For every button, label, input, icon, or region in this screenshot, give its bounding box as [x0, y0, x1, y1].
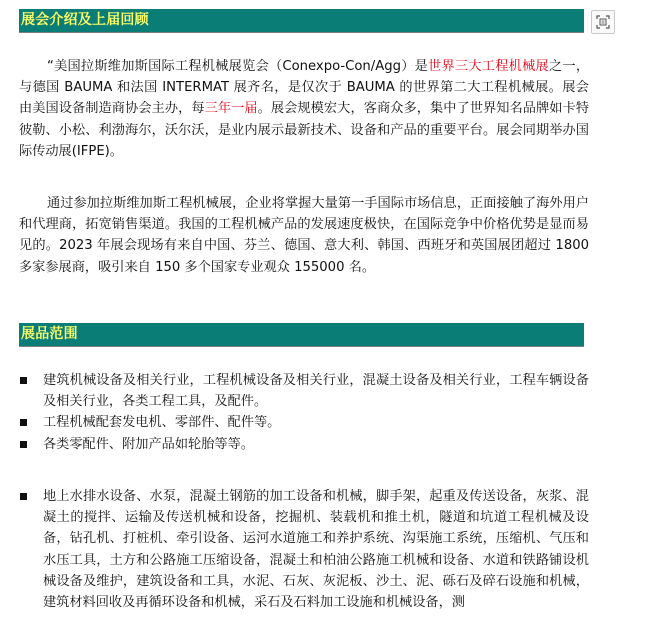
list-item: 地上水排水设备、水泵，混凝土钢筋的加工设备和机械，脚手架，起重及传送设备，灰浆、混凝土的搅拌、运输及传送机械和设备，挖掘机、装载机和推土机，隧道和坑道工程机械及设备，钻孔机、打桩机、牵引设备、运河水道施工和养护系统、沟渠施工系统，压缩机、气压和水压工具，土方和公路施工压缩设备，混凝土和柏油公路施工机械和设备、水道和铁路铺设机械设备及维护，建筑设备和工具，水泥、石灰、灰泥板、沙土、泥、砾石及碎石设施和机械，建筑材料回收及再循环设备和机械，采石及石料加工设施和机械设备，测: [19, 486, 589, 613]
bullet-square-icon: [20, 441, 27, 448]
section-title-intro: 展会介绍及上届回顾: [21, 12, 149, 28]
highlight-text: 三年一届: [204, 101, 258, 117]
scope-list-a: [19, 370, 589, 455]
intro-text: 之一，与德国 BAUMA 和法国 INTERMAT 展齐名，是仅次于 BAUMA 的世界第二大工程机械展。展会由美国设备制造商协会主办，每: [19, 59, 590, 117]
scope-list-b: [19, 486, 589, 613]
scan-frame-icon: [596, 15, 610, 29]
list-item: 各类零配件、附加产品如轮胎等等。: [19, 434, 589, 455]
bullet-square-icon: [20, 419, 27, 426]
intro-text: 。展会规模宏大，客商众多，集中了世界知名品牌如卡特彼勒、小松、利渤海尔，沃尔沃，是业内展示最新技术、设备和产品的重要平台。展会同期举办国际传动展(IFPE)。: [19, 101, 590, 159]
section-divider: [19, 32, 584, 33]
list-item: 建筑机械设备及相关行业，工程机械设备及相关行业，混凝土设备及相关行业，工程车辆设备及相关行业，各类工程工具，及配件。: [19, 370, 589, 412]
screenshot-capture-icon[interactable]: [591, 10, 615, 34]
section-title-scope: 展品范围: [21, 326, 78, 342]
bullet-square-icon: [20, 493, 27, 500]
list-item: 工程机械配套发电机、零部件、配件等。: [19, 412, 589, 433]
section-divider: [19, 346, 584, 347]
intro-paragraph-1: [19, 56, 589, 162]
bullet-square-icon: [20, 377, 27, 384]
highlight-text: 世界三大工程机械展: [428, 59, 549, 74]
section-header-scope: [19, 323, 584, 346]
section-header-intro: [19, 9, 584, 32]
intro-text: “美国拉斯维加斯国际工程机械展览会（Conexpo-Con/Agg）是: [47, 59, 429, 74]
intro-paragraph-2: 通过参加拉斯维加斯工程机械展，企业将掌握大量第一手国际市场信息，正面接触了海外用户和代理商，拓宽销售渠道。我国的工程机械产品的发展速度极快，在国际竞争中价格优势是显而易见的。2023 年展会现场有来自中国、芬兰、德国、意大利、韩国、西班牙和英国展团超过 1800 多家参展商，吸引来自 150 多个国家专业观众 155000 名。: [19, 196, 589, 275]
